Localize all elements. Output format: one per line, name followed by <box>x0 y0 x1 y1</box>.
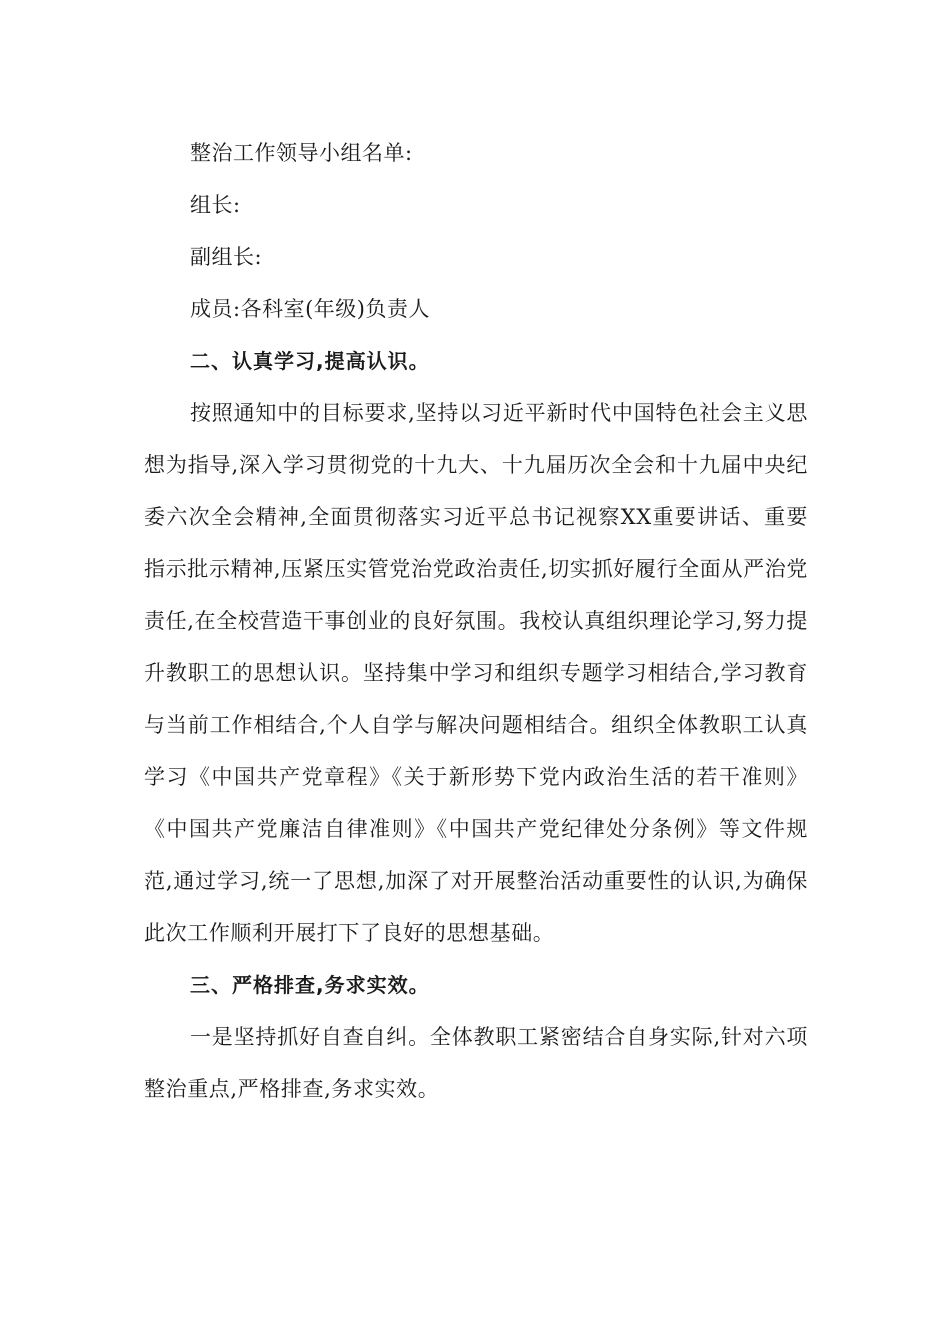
deputy-leader-line: 副组长: <box>190 245 263 269</box>
leadership-list-title: 整治工作领导小组名单: <box>190 141 413 165</box>
section-2-heading: 二、认真学习,提高认识。 <box>190 349 430 373</box>
section-3-paragraph: 一是坚持抓好自查自纠。全体教职工紧密结合自身实际,针对六项整治重点,严格排查,务求实效。 <box>144 1025 808 1101</box>
section-3-heading: 三、严格排查,务求实效。 <box>190 973 430 997</box>
document-body <box>144 127 808 1115</box>
leader-line: 组长: <box>190 193 241 217</box>
members-line: 成员:各科室(年级)负责人 <box>190 297 430 321</box>
section-2-paragraph: 按照通知中的目标要求,坚持以习近平新时代中国特色社会主义思想为指导,深入学习贯彻党的十九大、十九届历次全会和十九届中央纪委六次全会精神,全面贯彻落实习近平总书记视察XX重要讲话、重要指示批示精神,压紧压实管党治党政治责任,切实抓好履行全面从严治党责任,在全校营造干事创业的良好氛围。我校认真组织理论学习,努力提升教职工的思想认识。坚持集中学习和组织专题学习相结合,学习教育与当前工作相结合,个人自学与解决问题相结合。组织全体教职工认真学习《中国共产党章程》《关于新形势下党内政治生活的若干准则》《中国共产党廉洁自律准则》《中国共产党纪律处分条例》等文件规范,通过学习,统一了思想,加深了对开展整治活动重要性的认识,为确保此次工作顺利开展打下了良好的思想基础。 <box>144 401 808 945</box>
